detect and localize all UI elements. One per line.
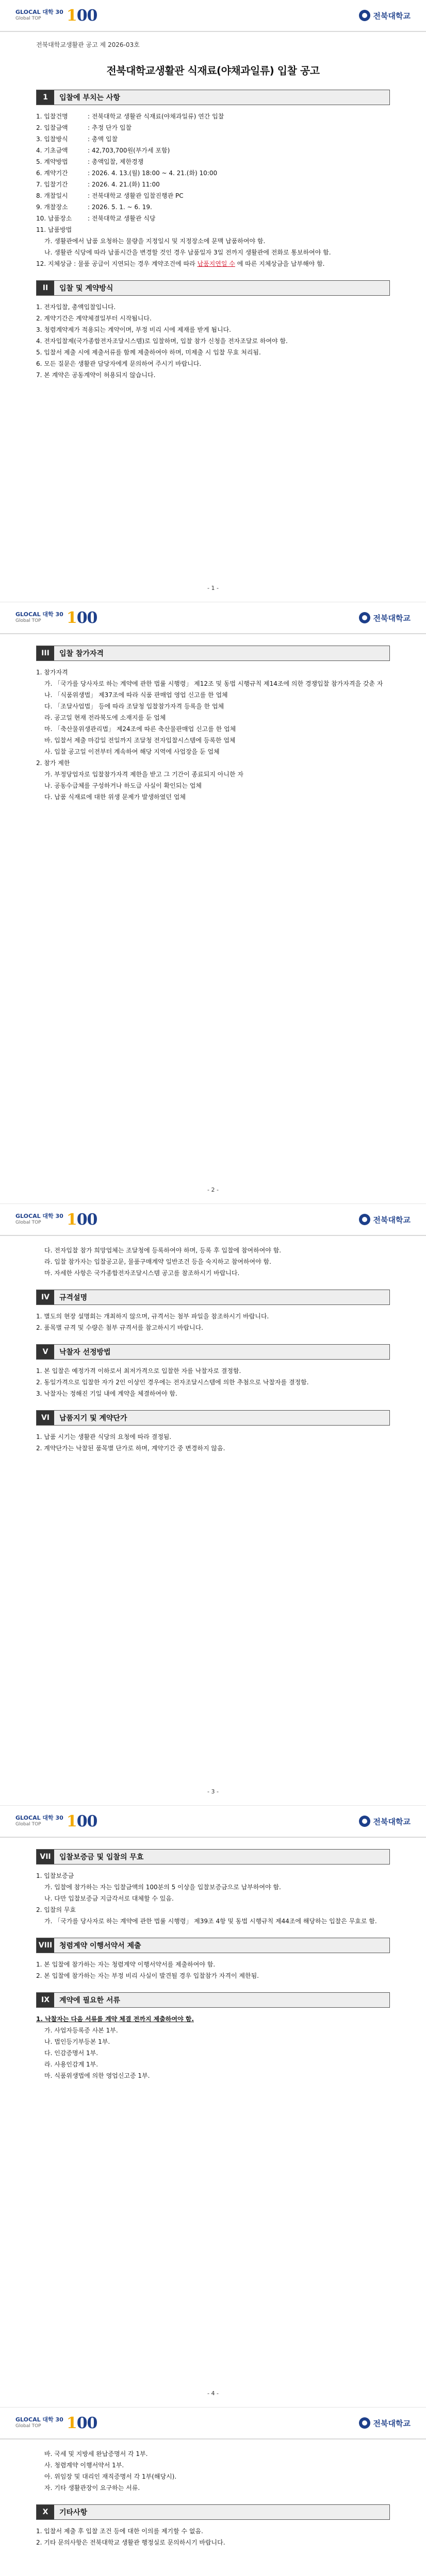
top100-logo: 100 xyxy=(66,6,97,25)
list-item: 사. 청렴계약 이행서약서 1부. xyxy=(44,2462,124,2469)
glocal-line1: GLOCAL 대학 30 xyxy=(15,9,63,15)
section-header-8: VIII 청렴계약 이행서약서 제출 xyxy=(36,1938,390,1953)
list-item: 다. 전자입찰 참가 희망업체는 조달청에 등록하여야 하며, 등록 후 입찰에 참여하여야 함. xyxy=(44,1247,282,1254)
list-item: 7. 본 계약은 공동계약이 허용되지 않습니다. xyxy=(36,371,156,379)
list-item: 2. 본 입찰에 참가하는 자는 부정 비리 사실이 발견될 경우 입찰참가 자격이 제한됨. xyxy=(36,1972,259,1979)
list-item: 1. 별도의 현장 설명회는 개최하지 않으며, 규격서는 첨부 파일을 참조하시기 바랍니다. xyxy=(36,1313,269,1320)
page-4 xyxy=(0,1805,426,2407)
glocal-logo: GLOCAL 대학 30 Global TOP 100 xyxy=(15,1210,97,1229)
info-row: 9. 개찰장소 : 2026. 5. 1. ~ 6. 19. xyxy=(36,204,152,211)
list-item: 2. 계약단가는 낙찰된 품목별 단가로 하며, 계약기간 중 변경하지 않음. xyxy=(36,1445,225,1452)
list-item: 바. 국세 및 지방세 완납증명서 각 1부. xyxy=(44,2450,148,2458)
list-item: 아. 위임장 및 대리인 재직증명서 각 1부(해당시). xyxy=(44,2473,177,2480)
list-item: 라. 공고일 현재 전라북도에 소재지를 둔 업체 xyxy=(44,714,166,721)
university-seal-icon xyxy=(359,612,370,623)
delivery-method-b: 나. 생활관 식당에 따라 납품시간을 변경할 것인 경우 납품일자 3일 전까지 생활관에 전화로 통보하여야 함. xyxy=(44,249,331,256)
list-item: 사. 입찰 공고일 이전부터 계속하여 해당 지역에 사업장을 둔 업체 xyxy=(44,748,220,755)
info-row: 4. 기초금액 : 42,703,700원(부가세 포함) xyxy=(36,147,170,154)
list-item: 1. 본 입찰은 예정가격 이하로서 최저가격으로 입찰한 자를 낙찰자로 결정함. xyxy=(36,1367,241,1375)
list-item: 5. 입찰서 제출 시에 제출서류를 함께 제출하여야 하며, 미제출 시 입찰 무효 처리됨. xyxy=(36,349,261,356)
top100-logo: 100 xyxy=(66,1210,97,1229)
delivery-method: 11. 납품방법 xyxy=(36,226,72,233)
delivery-method-a: 가. 생활관에서 납품 요청하는 물량을 지정일시 및 지정장소에 문맥 납품하여야 함. xyxy=(44,238,266,245)
list-item: 2. 동일가격으로 입찰한 자가 2인 이상인 경우에는 전자조달시스템에 의한 추첨으로 낙찰자를 결정함. xyxy=(36,1379,309,1386)
info-row: 7. 입찰기간 : 2026. 4. 21.(화) 11:00 xyxy=(36,181,160,188)
top100-logo: 100 xyxy=(66,608,97,627)
list-item: 다. 인감증명서 1부. xyxy=(44,2049,99,2057)
list-item: 가. 사업자등록증 사본 1부. xyxy=(44,2027,118,2034)
list-item: 1. 본 입찰에 참가하는 자는 청렴계약 이행서약서를 제출하여야 함. xyxy=(36,1961,216,1968)
list-item: 3. 청렴계약제가 적용되는 계약이며, 부정 비리 시에 제재를 받게 됩니다. xyxy=(36,326,231,333)
required-docs-intro: 1. 낙찰자는 다음 서류를 계약 체결 전까지 제출하여야 함. xyxy=(36,2015,194,2023)
list-item: 2. 계약기간은 계약체결일부터 시작됩니다. xyxy=(36,315,152,322)
page-number: - 3 - xyxy=(207,1788,219,1795)
page-header xyxy=(0,0,426,32)
university-seal-icon xyxy=(359,2417,370,2429)
list-item: 4. 전자입찰제(국가종합전자조달시스템)로 입찰하며, 입찰 참가 신청을 전자조달로 하여야 함. xyxy=(36,337,288,345)
university-logo: 전북대학교 xyxy=(359,1214,411,1225)
glocal-logo: GLOCAL 대학 30 Global TOP 100 xyxy=(15,2414,97,2432)
info-row: 10. 납품장소 : 전북대학교 생활관 식당 xyxy=(36,215,156,222)
university-seal-icon xyxy=(359,1214,370,1225)
list-item: 나. 법인등기부등본 1부. xyxy=(44,2038,110,2045)
section-header-6: VI 납품지기 및 계약단가 xyxy=(36,1410,390,1426)
list-item: 2. 품목별 규격 및 수량은 첨부 규격서를 참고하시기 바랍니다. xyxy=(36,1324,203,1331)
university-logo xyxy=(359,10,411,21)
list-item: 2. 입찰의 무효 xyxy=(36,1906,76,1913)
list-item: 마. 자세한 사항은 국가종합전자조달시스템 공고를 참조하시기 바랍니다. xyxy=(44,1269,240,1277)
page-number: - 1 - xyxy=(207,585,219,591)
university-seal-icon xyxy=(359,10,370,21)
list-item: 가. 「국가를 당사자로 하는 계약에 관한 법률 시행령」 제12조 및 동법 시행규칙 제14조에 의한 경쟁입찰 참가자격을 갖춘 자 xyxy=(44,680,383,687)
glocal-logo xyxy=(15,7,97,25)
list-item: 2. 기타 문의사항은 전북대학교 생활관 행정실로 문의하시기 바랍니다. xyxy=(36,2539,225,2546)
list-item: 나. 공동수급체를 구성하거나 하도급 사실이 확인되는 업체 xyxy=(44,782,202,789)
university-seal-icon xyxy=(359,1816,370,1827)
list-item: 마. 「축산물위생관리법」 제24조에 따른 축산물판매업 신고를 한 업체 xyxy=(44,725,236,733)
info-row: 6. 계약기간 : 2026. 4. 13.(월) 18:00 ~ 4. 21.(화) 10:00 xyxy=(36,170,218,177)
university-name: 전북대학교 xyxy=(373,11,411,21)
list-item: 다. 「조달사업법」 등에 따라 조달청 입찰참가자격 등록을 한 업체 xyxy=(44,703,224,710)
university-logo: 전북대학교 xyxy=(359,612,411,623)
page-1 xyxy=(0,0,426,602)
university-logo: 전북대학교 xyxy=(359,2417,411,2429)
list-item: 바. 입찰서 제출 마감일 전일까지 조달청 전자입찰시스템에 등록한 업체 xyxy=(44,737,236,744)
page-title: 전북대학교생활관 식재료(야채과일류) 입찰 공고 xyxy=(106,64,320,77)
glocal-logo: GLOCAL 대학 30 Global TOP 100 xyxy=(15,608,97,627)
list-item: 1. 참가자격 xyxy=(36,669,68,676)
list-item: 나. 다만 입찰보증금 지급각서로 대체할 수 있음. xyxy=(44,1895,174,1902)
university-logo: 전북대학교 xyxy=(359,1816,411,1827)
section-header-7: VII 입찰보증금 및 입찰의 무효 xyxy=(36,1849,390,1865)
list-item: 6. 모든 질문은 생활관 담당자에게 문의하여 주시기 바랍니다. xyxy=(36,360,202,367)
document-number: 전북대학교생활관 공고 제 2026-03호 xyxy=(36,41,140,48)
top100-logo: 100 xyxy=(66,2414,97,2432)
page-header xyxy=(0,1204,426,1236)
list-item: 다. 납품 식재료에 대한 위생 문제가 발생하였던 업체 xyxy=(44,793,186,801)
page-2 xyxy=(0,602,426,1204)
list-item: 1. 입찰보증금 xyxy=(36,1872,74,1879)
list-item: 2. 참가 제한 xyxy=(36,759,70,767)
page-3 xyxy=(0,1204,426,1805)
delay-penalty-highlight: 납품지연일 수 xyxy=(197,260,235,267)
info-row: 5. 계약방법 : 총액입찰, 제한경쟁 xyxy=(36,158,144,165)
info-row: 1. 입찰건명 : 전북대학교 생활관 식재료(야채과일류) 연간 입찰 xyxy=(36,113,224,120)
info-row: 2. 입찰금액 : 추정 단가 입찰 xyxy=(36,124,132,131)
list-item: 가. 「국가를 당사자로 하는 계약에 관한 법률 시행령」 제39조 4항 및 동법 시행규칙 제44조에 해당하는 입찰은 무효로 함. xyxy=(44,1918,377,1925)
section-header-10: X 기타사항 xyxy=(36,2504,390,2520)
section-header-1: 1 입찰에 부치는 사항 xyxy=(36,90,390,105)
section-header-5: V 낙찰자 선정방법 xyxy=(36,1344,390,1360)
info-rows xyxy=(36,111,390,224)
list-item: 가. 부정당업자로 입찰참가자격 제한을 받고 그 기간이 종료되지 아니한 자 xyxy=(44,771,243,778)
list-item: 1. 납품 시기는 생활관 식당의 요청에 따라 결정됨. xyxy=(36,1433,172,1440)
page-header xyxy=(0,602,426,634)
page-number: - 2 - xyxy=(207,1187,219,1193)
list-item: 나. 「식품위생법」 제37조에 따라 식품 판매업 영업 신고를 한 업체 xyxy=(44,691,228,699)
section-header-2: II 입찰 및 계약방식 xyxy=(36,280,390,296)
section-header-4: IV 규격설명 xyxy=(36,1290,390,1305)
list-item: 가. 입찰에 참가하는 자는 입찰금액의 100분의 5 이상을 입찰보증금으로 납부하여야 함. xyxy=(44,1884,281,1891)
section-header-9: IX 계약에 필요한 서류 xyxy=(36,1992,390,2008)
list-item: 라. 입찰 참가자는 입찰공고문, 물품구매계약 일반조건 등을 숙지하고 참여하여야 함. xyxy=(44,1258,271,1265)
glocal-line2: Global TOP xyxy=(15,16,41,21)
glocal-logo: GLOCAL 대학 30 Global TOP 100 xyxy=(15,1812,97,1831)
list-item: 자. 기타 생활관장이 요구하는 서류. xyxy=(44,2484,140,2492)
page-number: - 4 - xyxy=(207,2390,219,2397)
list-item: 1. 입찰서 제출 후 입찰 조건 등에 대한 이의를 제기할 수 없음. xyxy=(36,2528,203,2535)
section-header-3: III 입찰 참가자격 xyxy=(36,646,390,661)
list-item: 1. 전자입찰, 총액입찰입니다. xyxy=(36,303,116,311)
info-row: 3. 입찰방식 : 총액 입찰 xyxy=(36,135,118,143)
list-item: 3. 낙찰자는 정해진 기일 내에 계약을 체결하여야 함. xyxy=(36,1390,177,1397)
list-item: 라. 사용인감계 1부. xyxy=(44,2061,99,2068)
top100-logo: 100 xyxy=(66,1812,97,1831)
page-header xyxy=(0,2408,426,2439)
list-item: 마. 식품위생법에 의한 영업신고증 1부. xyxy=(44,2072,150,2079)
page-header xyxy=(0,1806,426,1838)
delay-penalty: 12. 지체상금 : 물품 공급이 지연되는 경우 계약조건에 따라 납품지연일 수 에 따른 지체상금을 납부해야 함. xyxy=(36,260,325,267)
info-row: 8. 개찰일시 : 전북대학교 생활관 입찰진행관 PC xyxy=(36,192,184,199)
page-5 xyxy=(0,2407,426,2576)
